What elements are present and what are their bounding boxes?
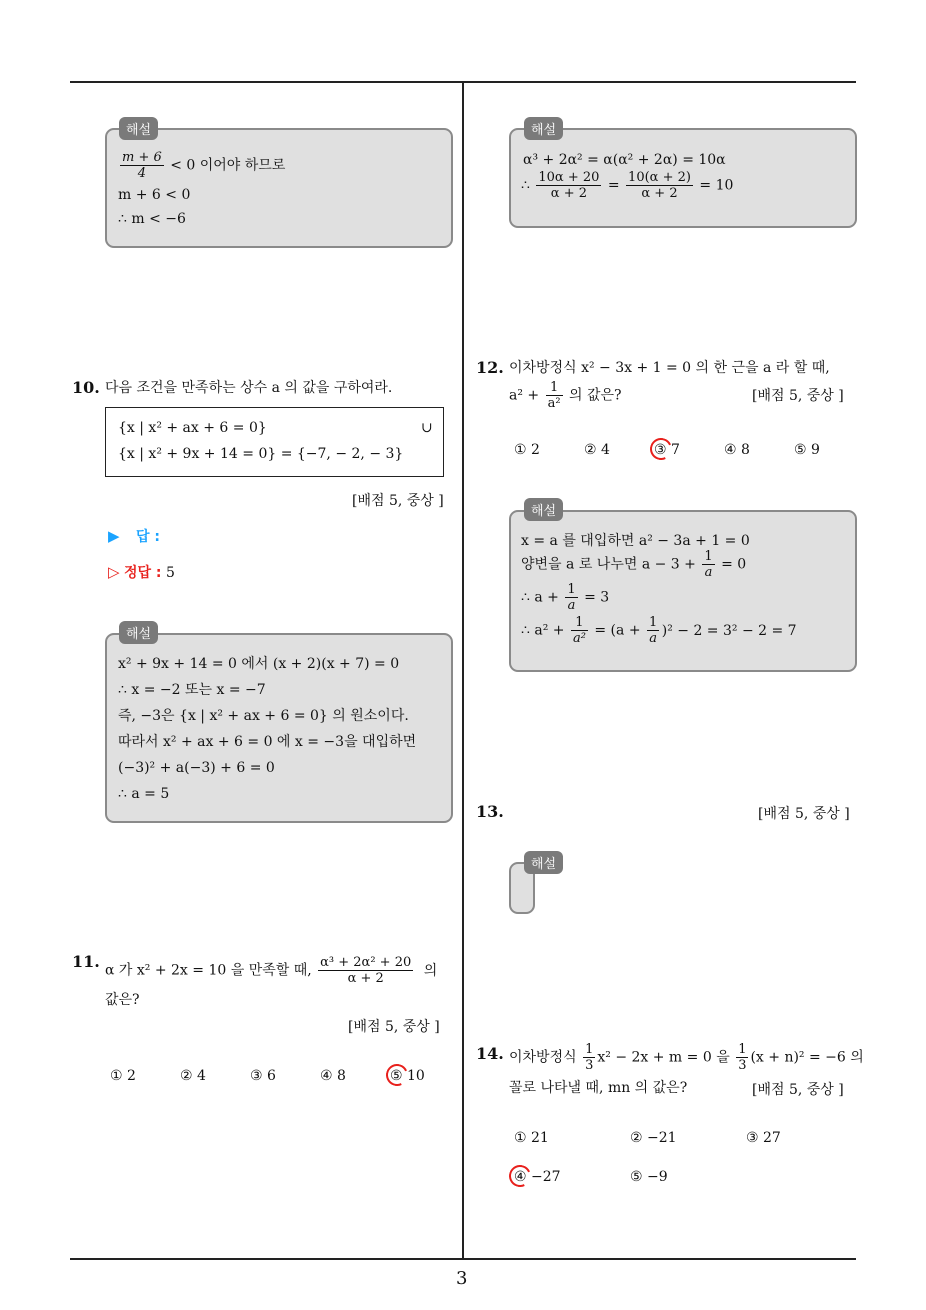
solution-line: ∴ $\frac{10\alpha + 20}{\alpha + 2}$ = $\frac{10(\alpha + 2)}{\alpha + 2}$ = 10 bbox=[521, 170, 734, 201]
choice-5[interactable]: ⑤ 10 bbox=[390, 1068, 425, 1084]
answer-label: 답 : bbox=[136, 529, 160, 545]
solution-line: ∴ x = −2 또는 x = −7 bbox=[118, 682, 266, 698]
solution-line: 따라서 x² + ax + 6 = 0 에 x = −3을 대입하면 bbox=[118, 734, 417, 750]
answer-mark-circle bbox=[506, 1162, 534, 1190]
question-number: 10. bbox=[72, 378, 100, 397]
condition-line: {x | x² + 9x + 14 = 0} = {−7, − 2, − 3} bbox=[118, 446, 404, 462]
solution-line: ∴ a² + $\frac{1}{\text{a²}}$ = (a + $\frac{1}{a}$ )² − 2 = 3² − 2 = 7 bbox=[521, 615, 797, 646]
question-text: α 가 x² + 2x = 10 을 만족할 때, $\frac{\text{α³ + 2α² + 20}}{\alpha + 2}$ 의 bbox=[105, 955, 438, 986]
solution-tag: 해설 bbox=[119, 621, 158, 644]
score-label: [배점 5, 중상 ] bbox=[348, 1019, 440, 1035]
question-number: 12. bbox=[476, 358, 504, 377]
choice-3[interactable]: ③ 7 bbox=[654, 442, 680, 458]
question-text: 이차방정식 $\frac{1}{3}$ x² − 2x + m = 0 을 $\frac{1}{3}$ (x + n)² = −6 의 bbox=[509, 1042, 864, 1073]
union-symbol: ∪ bbox=[421, 420, 433, 436]
choice-3[interactable]: ③ 27 bbox=[746, 1130, 781, 1146]
choice-4[interactable]: ④ −27 bbox=[514, 1169, 561, 1185]
page-number: 3 bbox=[456, 1268, 468, 1289]
question-text: 값은? bbox=[105, 992, 140, 1008]
answer-mark-circle bbox=[383, 1061, 411, 1089]
choice-1[interactable]: ① 2 bbox=[514, 442, 540, 458]
choice-5[interactable]: ⑤ 9 bbox=[794, 442, 820, 458]
correct-answer-row bbox=[108, 562, 175, 582]
solution-line: ∴ a + $\frac{1}{a}$ = 3 bbox=[521, 582, 610, 613]
choice-3[interactable]: ③ 6 bbox=[250, 1068, 276, 1084]
correct-label: 정답 : bbox=[124, 565, 162, 581]
solution-line: ∴ m < −6 bbox=[118, 211, 186, 227]
choice-4[interactable]: ④ 8 bbox=[320, 1068, 346, 1084]
answer-row bbox=[108, 526, 160, 546]
solution-line: α³ + 2α² = α(α² + 2α) = 10α bbox=[523, 152, 726, 168]
bottom-rule bbox=[70, 1258, 856, 1260]
choice-1[interactable]: ① 2 bbox=[110, 1068, 136, 1084]
question-number: 14. bbox=[476, 1044, 504, 1063]
question-text: 이차방정식 x² − 3x + 1 = 0 의 한 근을 a 라 할 때, bbox=[509, 360, 830, 376]
choice-2[interactable]: ② −21 bbox=[630, 1130, 677, 1146]
solution-line: 양변을 a 로 나누면 a − 3 + $\frac{1}{a}$ = 0 bbox=[521, 549, 747, 580]
score-label: [배점 5, 중상 ] bbox=[752, 388, 844, 404]
question-text: 꼴로 나타낼 때, mn 의 값은? bbox=[509, 1080, 688, 1096]
answer-mark-circle bbox=[647, 435, 675, 463]
column-divider bbox=[462, 83, 464, 1259]
solution-line: ∴ a = 5 bbox=[118, 786, 170, 802]
solution-line: $\frac{m + 6}{4}$ < 0 이어야 하므로 bbox=[122, 150, 286, 181]
play-outline-icon: ▷ bbox=[108, 563, 120, 581]
question-number: 11. bbox=[72, 952, 100, 971]
choice-5[interactable]: ⑤ −9 bbox=[630, 1169, 668, 1185]
solution-line: x = a 를 대입하면 a² − 3a + 1 = 0 bbox=[521, 533, 750, 549]
solution-line: (−3)² + a(−3) + 6 = 0 bbox=[118, 760, 275, 776]
solution-line: x² + 9x + 14 = 0 에서 (x + 2)(x + 7) = 0 bbox=[118, 656, 400, 672]
solution-line: m + 6 < 0 bbox=[118, 187, 191, 203]
score-label: [배점 5, 중상 ] bbox=[352, 493, 444, 509]
condition-line: {x | x² + ax + 6 = 0} bbox=[118, 420, 267, 436]
score-label: [배점 5, 중상 ] bbox=[758, 806, 850, 822]
correct-value: 5 bbox=[165, 565, 175, 581]
solution-tag: 해설 bbox=[524, 117, 563, 140]
solution-tag: 해설 bbox=[524, 851, 563, 874]
question-text: a² + $\frac{1}{\text{a²}}$ 의 값은? bbox=[509, 380, 622, 411]
solution-tag: 해설 bbox=[524, 498, 563, 521]
choice-4[interactable]: ④ 8 bbox=[724, 442, 750, 458]
choice-1[interactable]: ① 21 bbox=[514, 1130, 549, 1146]
solution-tag: 해설 bbox=[119, 117, 158, 140]
question-number: 13. bbox=[476, 802, 504, 821]
play-icon: ▶ bbox=[108, 527, 120, 545]
choice-2[interactable]: ② 4 bbox=[584, 442, 610, 458]
choice-2[interactable]: ② 4 bbox=[180, 1068, 206, 1084]
question-text: 다음 조건을 만족하는 상수 a 의 값을 구하여라. bbox=[105, 380, 393, 396]
solution-line: 즉, −3은 {x | x² + ax + 6 = 0} 의 원소이다. bbox=[118, 708, 409, 724]
score-label: [배점 5, 중상 ] bbox=[752, 1082, 844, 1098]
